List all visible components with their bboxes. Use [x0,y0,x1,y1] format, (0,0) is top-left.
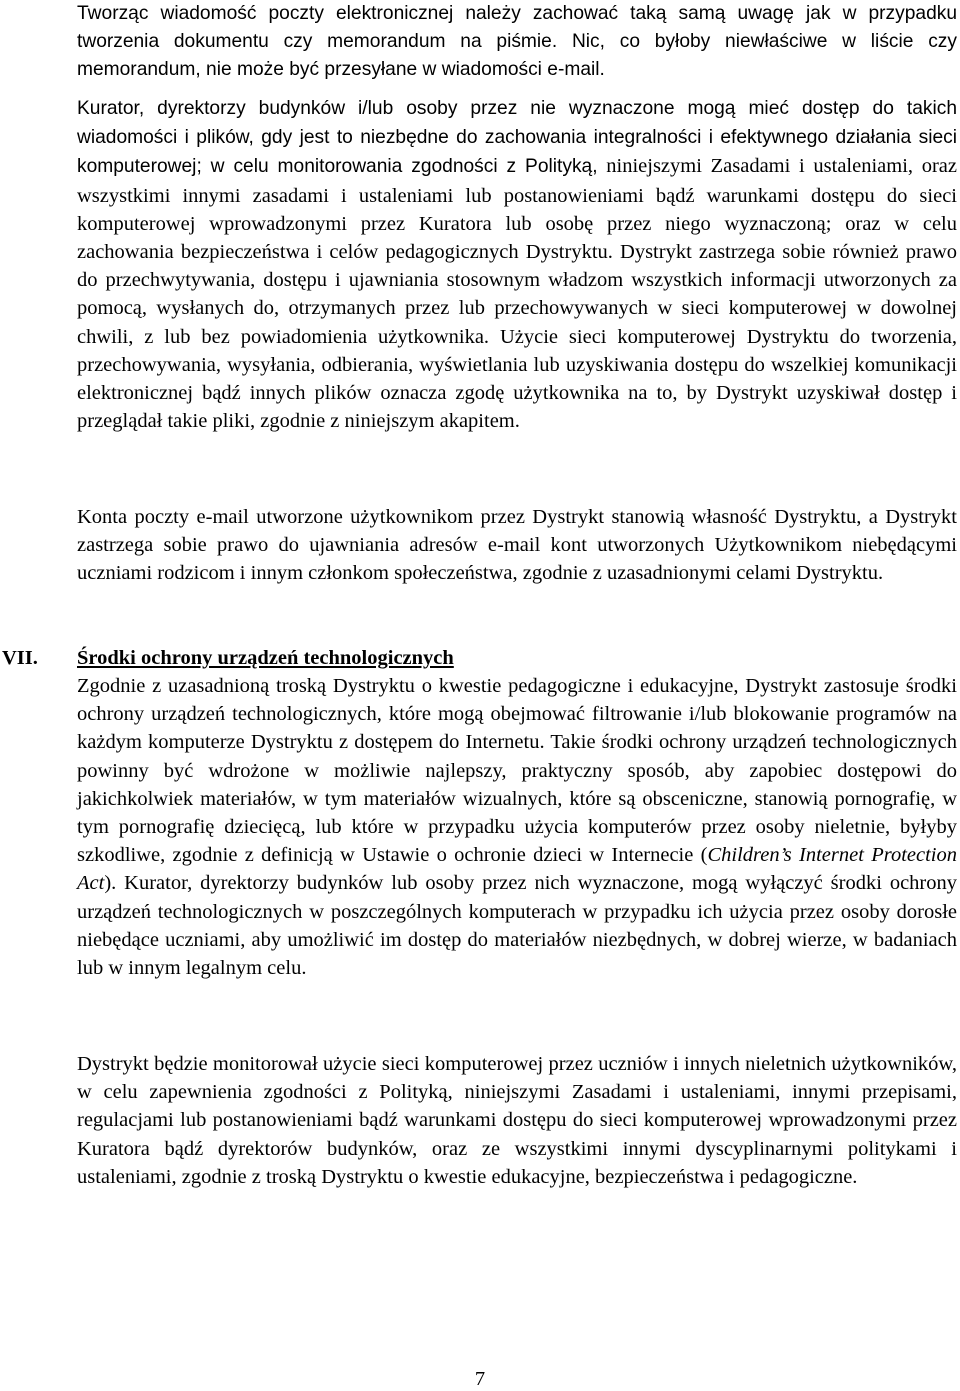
paragraph-technology-protection-part1: Zgodnie z uzasadnioną troską Dystryktu o kwestie pedagogiczne i edukacyjne, Dystrykt zastosuje środki ochrony urządzeń technologicznych, które mogą obejmować filtrowanie i/lub blokowanie programów na każdym komputerze Dystryktu z dostępem do Internetu. Takie środki ochrony urządzeń technologicznych powinny być wdrożone w możliwie najlepszy, praktyczny sposób, aby zapobiec dostępowi do jakichkolwiek materiałów, w tym materiałów wizualnych, które są obsceniczne, stanowią pornografię, w tym pornografię dziecięcą, lub które w przypadku użycia komputerów przez osoby nieletnie, byłyby szkodliwe, zgodnie z definicją w Ustawie o ochronie dzieci w Internecie ( [77,675,957,867]
page-number: 7 [474,1368,486,1390]
act-name: Children’s Internet Protection Act [77,844,957,895]
paragraph-access-monitoring-part2: niniejszymi Zasadami i ustaleniami, oraz wszystkimi innymi zasadami i ustaleniami lub postanowieniami bądź warunkami dostępu do sieci komputerowej wprowadzonymi przez Kuratora lub osobę przez niego wyznaczoną; oraz w celu zachowania bezpieczeństwa i celów pedagogicznych Dystryktu. Dystrykt zastrzega sobie również prawo do przechwytywania, dostępu i ujawniania stosownym władzom wszystkich informacji utworzonych za pomocą, wysłanych do, otrzymanych przez lub przechowywanych w sieci komputerowej w dowolnej chwili, z lub bez powiadomienia użytkownika. Użycie sieci komputerowej Dystryktu do tworzenia, przechowywania, wysyłania, odbierania, wyświetlania lub uzyskiwania dostępu do wszelkiej komunikacji elektronicznej bądź innych plików oznacza zgodę użytkownika na to, by Dystrykt uzyskiwał dostęp i przeglądał takie pliki, zgodnie z niniejszym akapitem. [77,155,957,433]
section-number: VII. [2,647,38,669]
paragraph-technology-protection [77,672,957,982]
section-title: Środki ochrony urządzeń technologicznych [77,647,454,669]
paragraph-monitoring-minors: Dystrykt będzie monitorował użycie sieci komputerowej przez uczniów i innych nieletnich użytkowników, w celu zapewnienia zgodności z Polityką, niniejszymi Zasadami i ustaleniami, innymi przepisami, regulacjami lub postanowieniami bądź warunkami dostępu do sieci komputerowej wprowadzonymi przez Kuratora bądź dyrektorów budynków, oraz ze wszystkimi innymi dyscyplinarnymi politykami i ustaleniami, zgodnie z troską Dystryktu o kwestie edukacyjne, bezpieczeństwa i pedagogiczne. [77,1053,957,1188]
paragraph-technology-protection-part2: ). Kurator, dyrektorzy budynków lub osoby przez nich wyznaczone, mogą wyłączyć środki ochrony urządzeń technologicznych w poszczególnych komputerach w przypadku ich użycia przez osoby dorosłe niebędące uczniami, aby umożliwić im dostęp do materiałów niezbędnych, w dobrej wierze, w badaniach lub w innym legalnym celu. [77,872,957,980]
paragraph-email-care: Tworząc wiadomość poczty elektronicznej należy zachować taką samą uwagę jak w przypadku tworzenia dokumentu czy memorandum na piśmie. Nic, co byłoby niewłaściwe w liście czy memorandum, nie może być przesyłane w wiadomości e-mail. [77,3,957,81]
paragraph-access-monitoring-part1: Kurator, dyrektorzy budynków i/lub osoby przez nie wyznaczone mogą mieć dostęp do takich wiadomości i plików, gdy jest to niezbędne do zachowania integralności i efektywnego działania sieci komputerowej; w celu monitorowania zgodności z Polityką, [77,98,957,178]
paragraph-access-monitoring [77,94,957,435]
paragraph-email-accounts: Konta poczty e-mail utworzone użytkownikom przez Dystrykt stanowią własność Dystryktu, a Dystrykt zastrzega sobie prawo do ujawniania adresów e-mail kont utworzonych Użytkownikom niebędącymi uczniami rodzicom i innym członkom społeczeństwa, zgodnie z uzasadnionymi celami Dystryktu. [77,506,957,585]
